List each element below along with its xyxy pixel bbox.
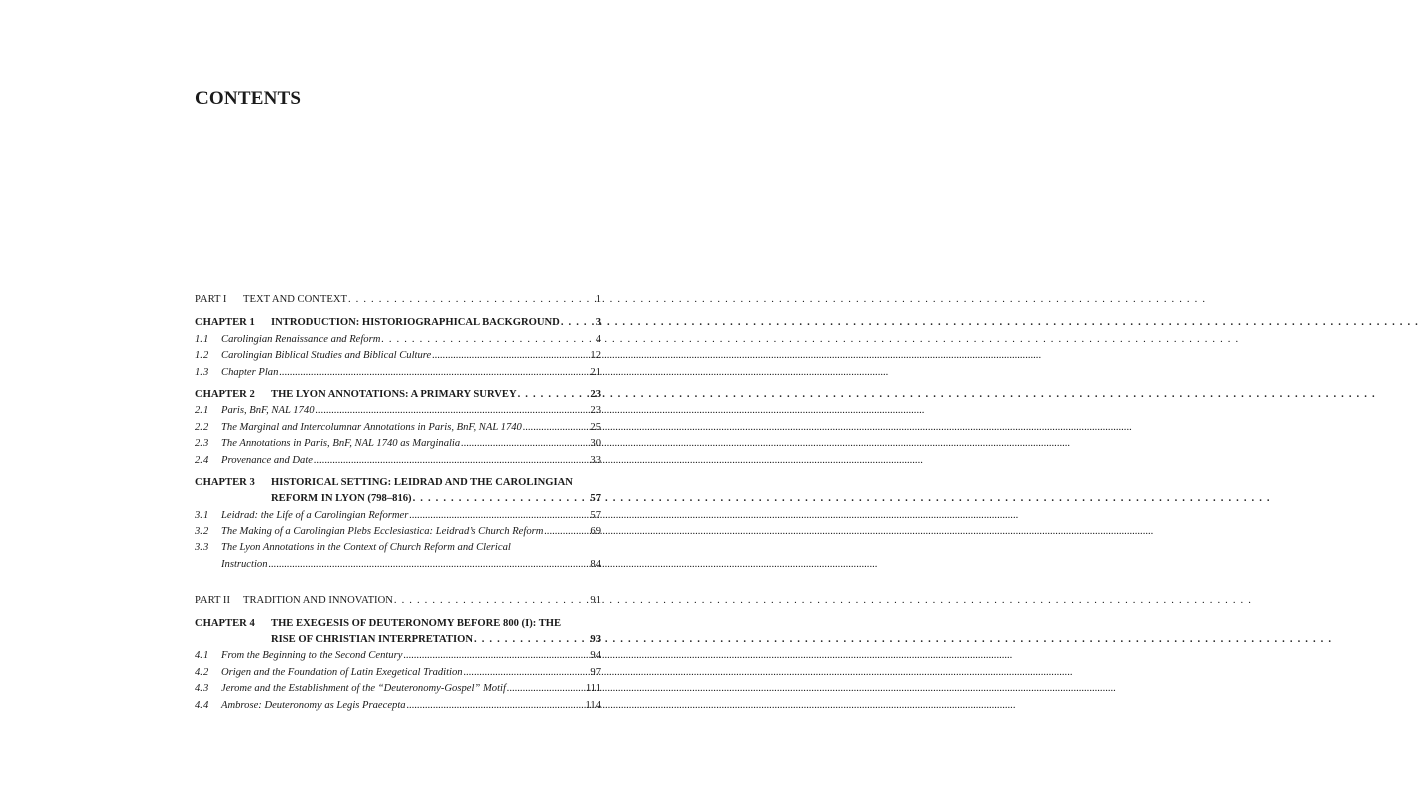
section-number: 4.3 [195,683,209,695]
section-number: 1.2 [195,350,209,362]
part-number: PART I [195,294,227,305]
dot-leader [560,315,596,331]
section-number: 3.2 [195,526,209,538]
page-number: 33 [590,454,601,466]
section-title: Chapter Plan [221,366,279,378]
chapter-number: CHAPTER 3 [195,476,255,488]
page-number: 97 [590,666,601,678]
section-number: 4.2 [195,666,209,678]
section-title: Jerome and the Establishment of the “Deuteronomy-Gospel” Motif [221,683,506,695]
page-number: 111 [585,683,601,695]
table-of-contents [195,292,601,714]
dot-leader [463,665,591,681]
section-number: 4.1 [195,650,209,662]
page-number: 57 [590,493,601,505]
toc-section-4-3[interactable] [195,681,601,697]
page-title: CONTENTS [195,88,302,109]
dot-leader [506,681,586,697]
section-title: Provenance and Date [221,454,313,466]
page-number: 93 [590,634,601,646]
chapter-title-line-2: RISE OF CHRISTIAN INTERPRETATION [271,634,474,646]
toc-chapter-3[interactable] [195,475,601,491]
section-title: Paris, BnF, NAL 1740 [221,405,315,417]
toc-section-2-1[interactable] [195,403,601,419]
toc-section-2-2[interactable] [195,420,601,436]
section-number: 2.4 [195,454,209,466]
page-number: 69 [590,526,601,538]
dot-leader [393,593,591,609]
page-number: 84 [590,558,601,570]
chapter-title: INTRODUCTION: HISTORIOGRAPHICAL BACKGROUND [271,317,560,329]
section-number: 2.1 [195,405,209,417]
toc-section-3-2[interactable] [195,524,601,540]
dot-leader [517,387,591,403]
dot-leader [408,508,590,524]
toc-part-2[interactable] [195,593,601,609]
section-title: Origen and the Foundation of Latin Exegetical Tradition [221,666,463,678]
chapter-title-line-1: THE EXEGESIS OF DEUTERONOMY BEFORE 800 (I): THE [271,617,562,629]
chapter-title: THE LYON ANNOTATIONS: A PRIMARY SURVEY [271,388,517,400]
dot-leader [543,524,590,540]
toc-section-1-2[interactable] [195,348,601,364]
toc-chapter-4-continued[interactable] [195,632,601,648]
page-number: 23 [590,405,601,417]
toc-section-4-1[interactable] [195,648,601,664]
section-title: Carolingian Renaissance and Reform [221,333,381,345]
page-number: 57 [590,509,601,521]
toc-section-2-3[interactable] [195,436,601,452]
page-number: 21 [590,366,601,378]
section-title: The Making of a Carolingian Plebs Ecclesiastica: Leidrad’s Church Reform [221,526,544,538]
dot-leader [431,348,590,364]
chapter-number: CHAPTER 2 [195,388,255,400]
section-title: The Marginal and Intercolumnar Annotations in Paris, BnF, NAL 1740 [221,421,522,433]
toc-section-1-1[interactable] [195,332,601,348]
page-number: 1 [595,294,601,305]
dot-leader [406,698,586,714]
dot-leader [402,648,590,664]
dot-leader [315,403,591,419]
section-title: Leidrad: the Life of a Carolingian Reformer [221,509,409,521]
toc-section-3-3[interactable] [195,540,601,556]
section-number: 1.1 [195,333,209,345]
section-title: From the Beginning to the Second Century [221,650,403,662]
toc-chapter-3-continued[interactable] [195,491,601,507]
toc-section-3-3-continued[interactable] [195,557,601,573]
toc-section-4-2[interactable] [195,665,601,681]
toc-chapter-2[interactable] [195,387,601,403]
page-number: 23 [590,388,601,400]
page-number: 91 [590,595,601,607]
toc-section-4-4[interactable] [195,698,601,714]
section-number: 4.4 [195,699,209,711]
dot-leader [412,491,591,507]
chapter-title-line-2: REFORM IN LYON (798–816) [271,493,412,505]
part-title: TRADITION AND INNOVATION [243,595,393,607]
section-title-line-2: Instruction [221,558,268,570]
dot-leader [380,332,595,348]
chapter-title-line-1: HISTORICAL SETTING: LEIDRAD AND THE CAROLINGIAN [271,476,573,488]
part-number: PART II [195,595,230,607]
dot-leader [278,365,590,381]
dot-leader [473,632,590,648]
chapter-number: CHAPTER 1 [195,317,255,329]
toc-part-1[interactable] [195,292,601,308]
page-number: 12 [590,350,601,362]
section-title-line-1: The Lyon Annotations in the Context of Church Reform and Clerical [221,542,511,554]
section-number: 2.2 [195,421,209,433]
section-title: Ambrose: Deuteronomy as Legis Praecepta [221,699,406,711]
dot-leader [460,436,590,452]
page-number: 30 [590,438,601,450]
page-number: 4 [595,333,601,345]
section-number: 3.1 [195,509,209,521]
chapter-number: CHAPTER 4 [195,617,255,629]
dot-leader [522,420,591,436]
toc-chapter-1[interactable] [195,315,601,331]
page-number: 25 [590,421,601,433]
toc-chapter-4[interactable] [195,616,601,632]
part-title: TEXT AND CONTEXT [243,294,347,305]
section-title: The Annotations in Paris, BnF, NAL 1740 as Marginalia [221,438,461,450]
page-number: 94 [590,650,601,662]
section-title: Carolingian Biblical Studies and Biblical Culture [221,350,432,362]
section-number: 2.3 [195,438,209,450]
section-number: 3.3 [195,542,209,554]
page-number: 3 [595,317,601,329]
dot-leader [268,557,591,573]
toc-section-2-4[interactable] [195,453,601,469]
dot-leader [313,453,590,469]
section-number: 1.3 [195,366,209,378]
dot-leader [347,292,596,308]
toc-section-3-1[interactable] [195,508,601,524]
toc-section-1-3[interactable] [195,365,601,381]
page-number: 114 [585,699,601,711]
